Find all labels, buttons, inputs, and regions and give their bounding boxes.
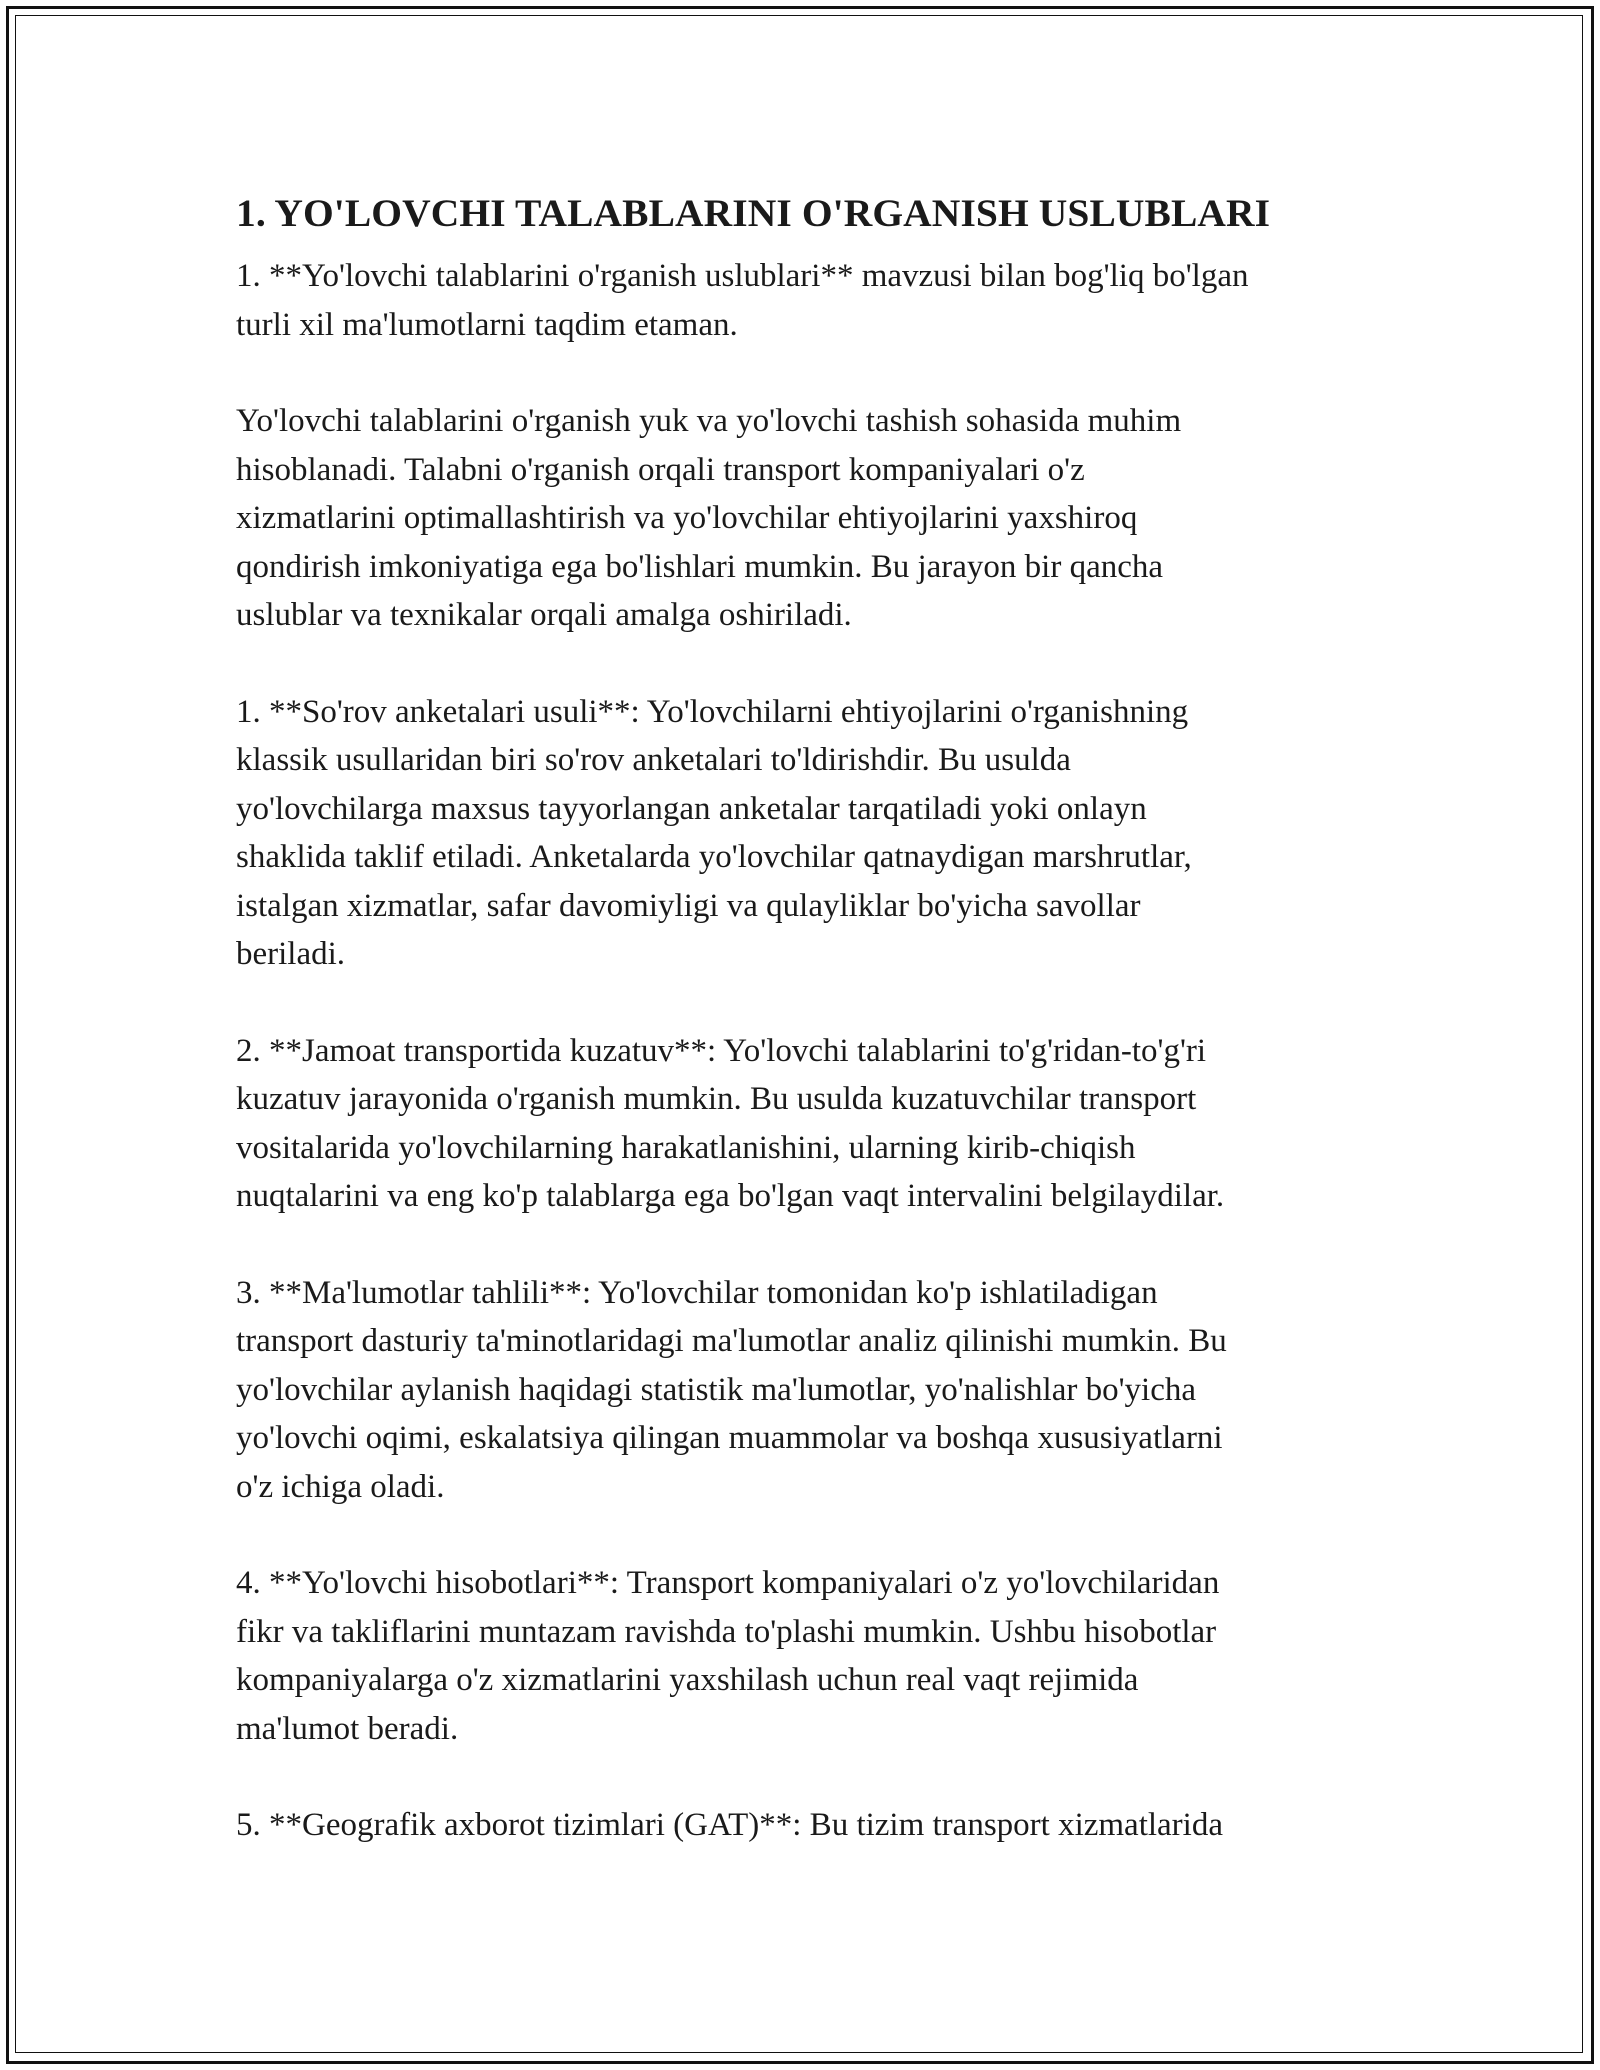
paragraph-survey-method: 1. **So'rov anketalari usuli**: Yo'lovchilarni ehtiyojlarini o'rganishning klassik usullaridan biri so'rov anketalari to'ldirishdir. Bu usulda yo'lovchilarga maxsus tayyorlangan anketalar tarqatiladi yoki onlayn shaklida taklif etiladi. Anketalarda yo'lovchilar qatnaydigan marshrutlar, istalgan xizmatlar, safar davomiyligi va qulayliklar bo'yicha savollar beriladi.: [236, 693, 1192, 972]
paragraph-intro: 1. **Yo'lovchi talablarini o'rganish uslublari** mavzusi bilan bog'liq bo'lgan turli xil ma'lumotlarni taqdim etaman.: [236, 258, 1249, 343]
document-title: 1. YO'LOVCHI TALABLARINI O'RGANISH USLUBLARI: [236, 191, 1271, 235]
paragraph-observation-method: 2. **Jamoat transportida kuzatuv**: Yo'lovchi talablarini to'g'ridan-to'g'ri kuzatuv jarayonida o'rganish mumkin. Bu usulda kuzatuvchilar transport vositalarida yo'lovchilarning harakatlanishini, ularning kirib-chiqish nuqtalarini va eng ko'p talablarga ega bo'lgan vaqt intervalini belgilaydilar.: [236, 1032, 1225, 1214]
document-page: [236, 188, 1376, 1898]
paragraph-gis: 5. **Geografik axborot tizimlari (GAT)**: Bu tizim transport xizmatlarida: [236, 1807, 1223, 1843]
paragraph-data-analysis: 3. **Ma'lumotlar tahlili**: Yo'lovchilar tomonidan ko'p ishlatiladigan transport dasturiy ta'minotlaridagi ma'lumotlar analiz qilinishi mumkin. Bu yo'lovchilar aylanish haqidagi statistik ma'lumotlar, yo'nalishlar bo'yicha yo'lovchi oqimi, eskalatsiya qilingan muammolar va boshqa xususiyatlarni o'z ichiga oladi.: [236, 1274, 1227, 1505]
paragraph-passenger-reports: 4. **Yo'lovchi hisobotlari**: Transport kompaniyalari o'z yo'lovchilaridan fikr va takliflarini muntazam ravishda to'plashi mumkin. Ushbu hisobotlar kompaniyalarga o'z xizmatlarini yaxshilash uchun real vaqt rejimida ma'lumot beradi.: [236, 1565, 1220, 1747]
paragraph-overview: Yo'lovchi talablarini o'rganish yuk va yo'lovchi tashish sohasida muhim hisoblanadi. Talabni o'rganish orqali transport kompaniyalari o'z xizmatlarini optimallashtirish va yo'lovchilar ehtiyojlarini yaxshiroq qondirish imkoniyatiga ega bo'lishlari mumkin. Bu jarayon bir qancha uslublar va texnikalar orqali amalga oshiriladi.: [236, 403, 1182, 633]
